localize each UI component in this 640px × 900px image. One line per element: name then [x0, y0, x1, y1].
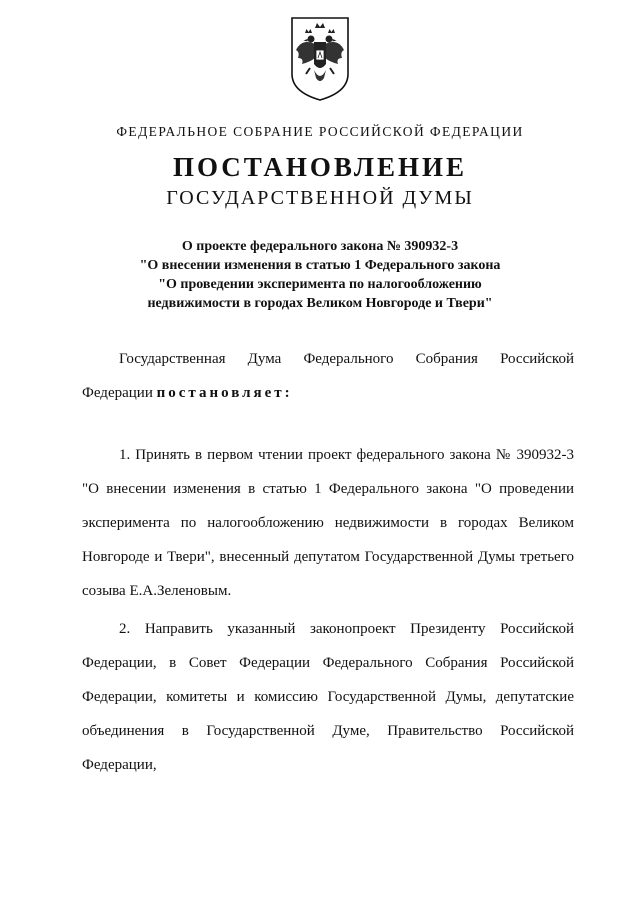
title-line: "О проведении эксперимента по налогообложению — [158, 277, 482, 292]
title-line: недвижимости в городах Великом Новгороде и Твери" — [147, 296, 493, 311]
resolution-verb: постановляет: — [156, 385, 293, 401]
title-line: О проекте федерального закона № 390932-3 — [181, 239, 459, 254]
document-title — [0, 237, 640, 313]
document-issuer: ГОСУДАРСТВЕННОЙ ДУМЫ — [166, 187, 474, 209]
assembly-name: ФЕДЕРАЛЬНОЕ СОБРАНИЕ РОССИЙСКОЙ ФЕДЕРАЦИИ — [116, 124, 524, 139]
russian-coat-of-arms-icon — [288, 14, 352, 102]
resolution-item-1: 1. Принять в первом чтении проект федерального закона № 390932-3 "О внесении изменения в статью 1 Федерального закона "О проведении эксперимента по налогообложению недвижимости в городах Великом Новгороде и Твери", внесенный депутатом Государственной Думы третьего созыва Е.А.Зеленовым. — [82, 447, 574, 599]
intro-paragraph — [82, 342, 574, 410]
resolution-item-2: 2. Направить указанный законопроект Президенту Российской Федерации, в Совет Федерации Федерального Собрания Российской Федерации, комитеты и комиссию Государственной Думы, депутатские объединения в Государственной Думе, Правительство Российской Федерации, — [82, 621, 574, 773]
title-line: "О внесении изменения в статью 1 Федерального закона — [139, 258, 501, 273]
intro-text: Государственная Дума Федерального Собрания Российской Федерации — [82, 351, 574, 401]
document-type: ПОСТАНОВЛЕНИЕ — [172, 152, 468, 182]
